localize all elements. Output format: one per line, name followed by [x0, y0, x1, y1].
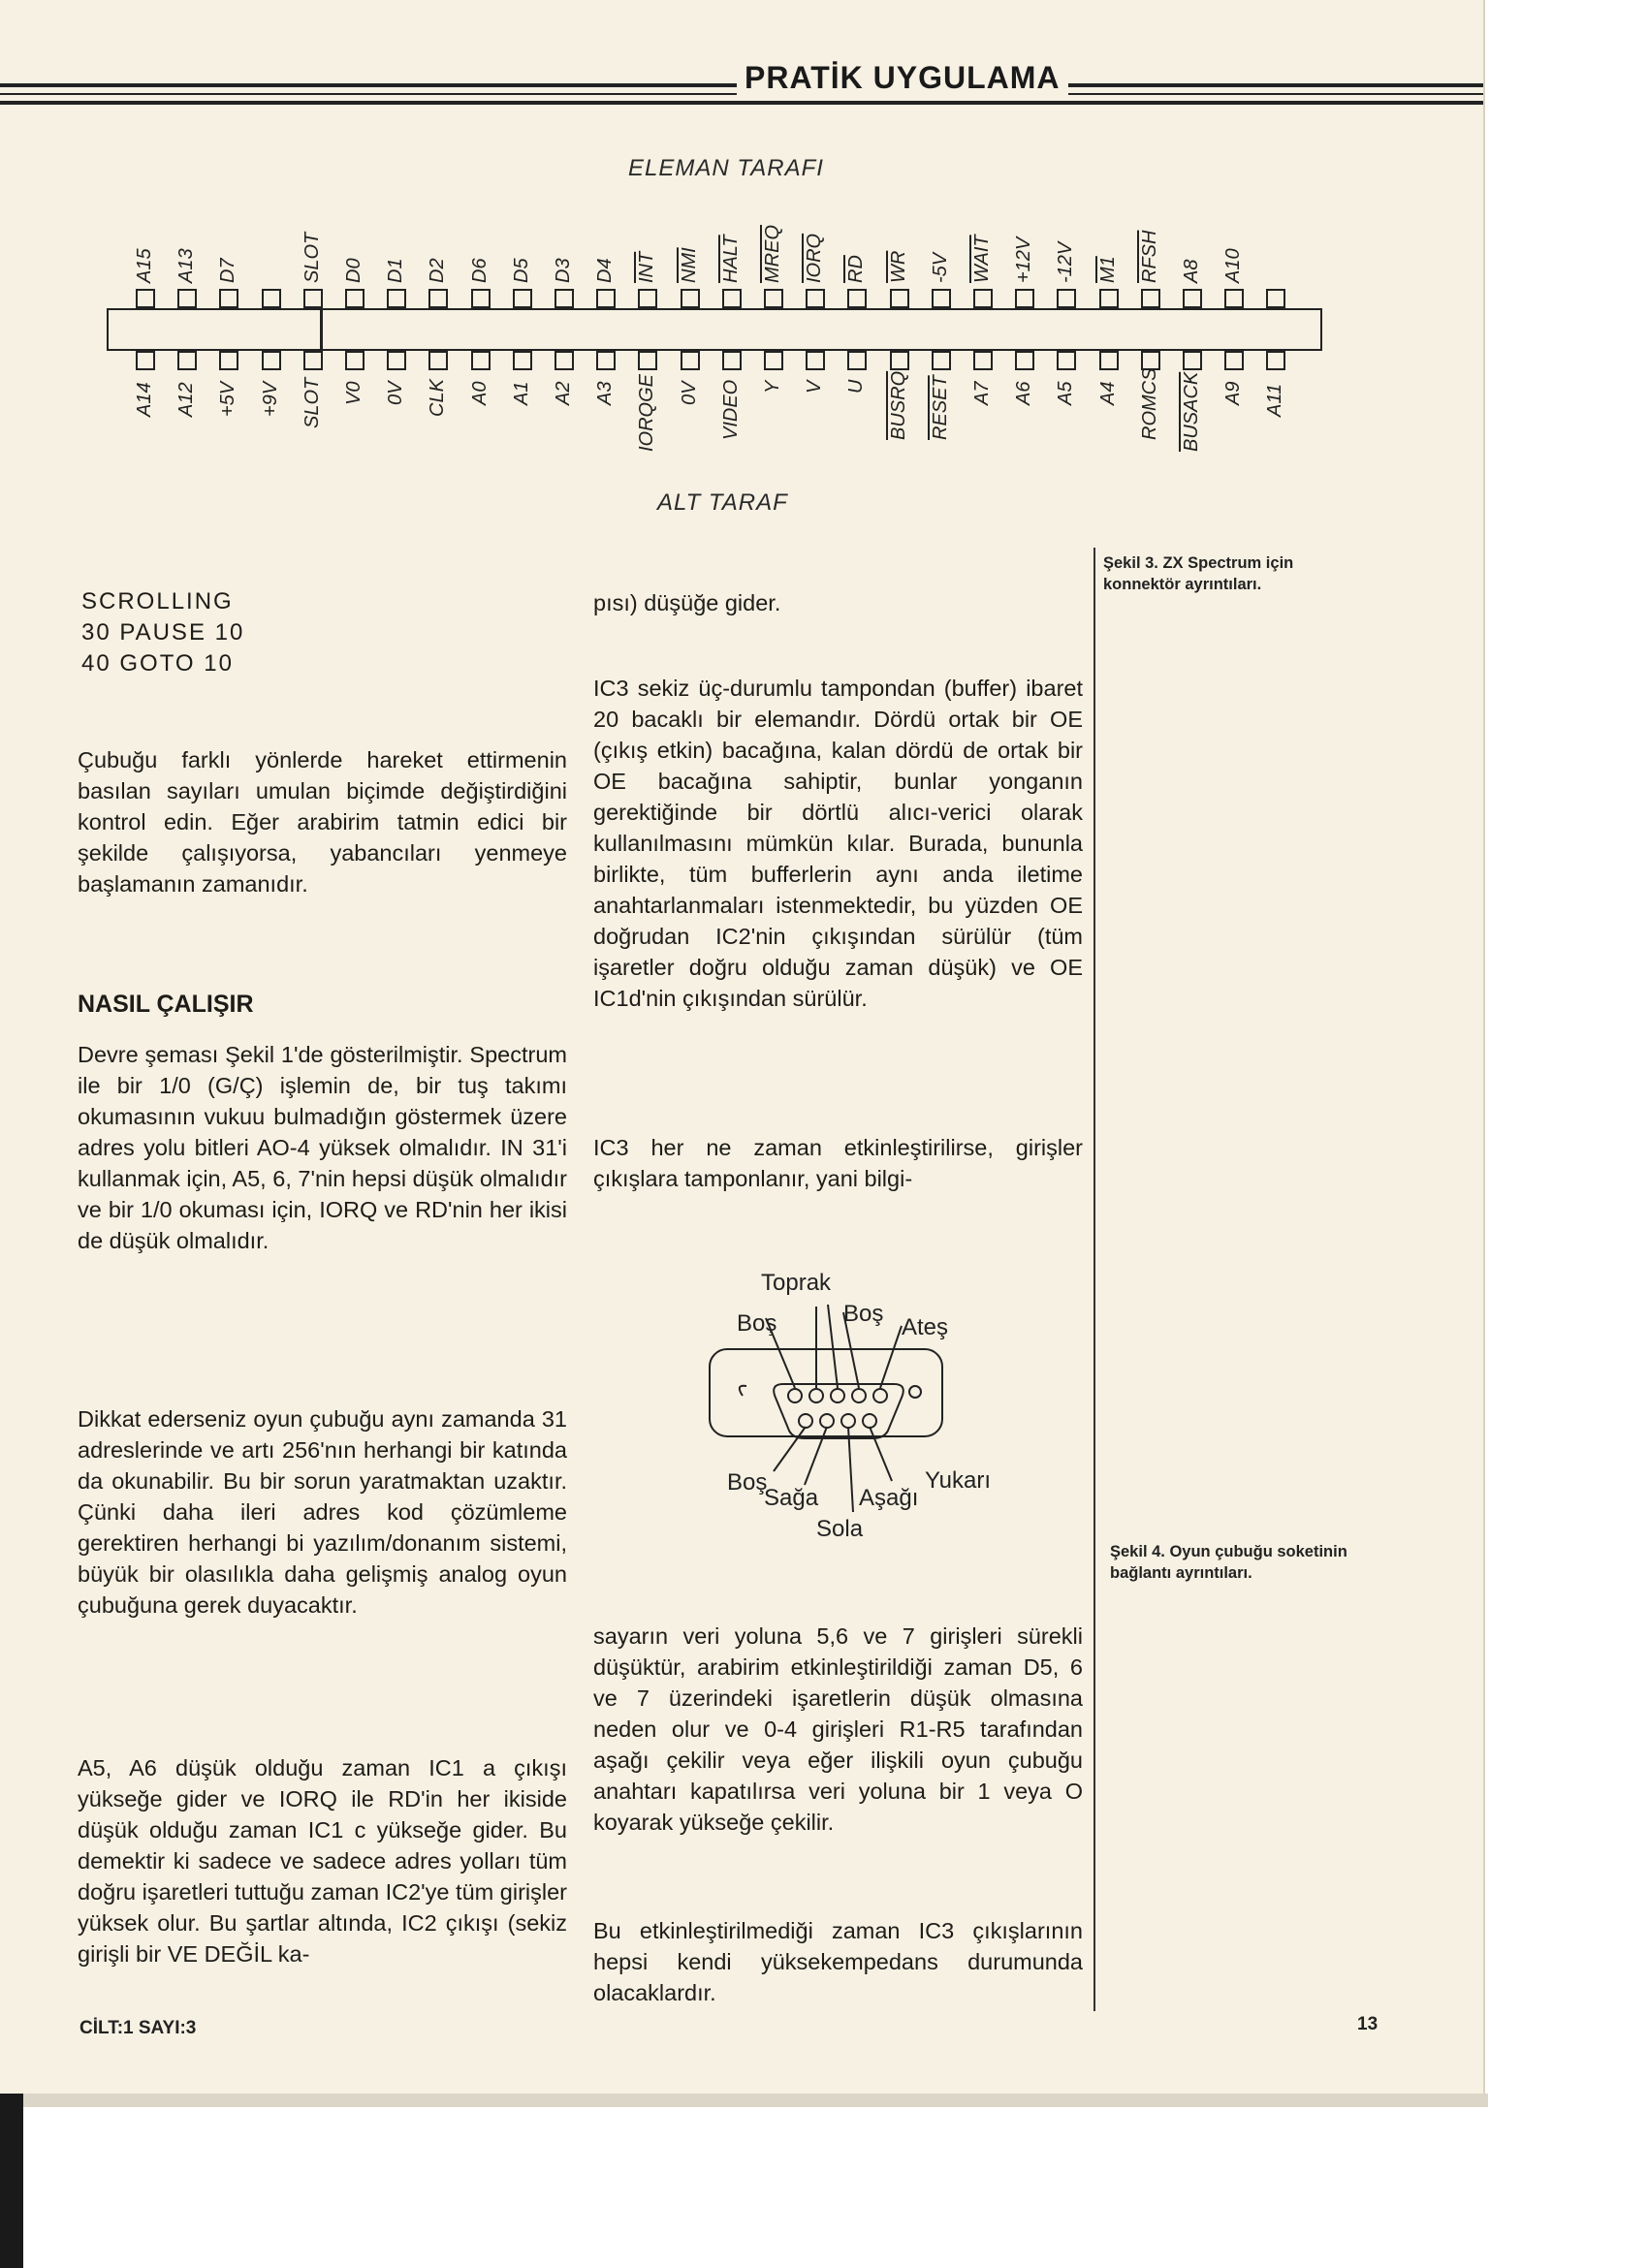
- top-contact-pad: [806, 289, 825, 308]
- top-contact-pad: [973, 289, 993, 308]
- top-contact-pad: [303, 289, 323, 308]
- top-pin-label: M1: [1096, 256, 1119, 283]
- bottom-pin-label: ROMCS: [1138, 367, 1160, 440]
- top-contact-pad: [177, 289, 197, 308]
- bottom-contact-pad: [638, 351, 657, 370]
- top-pin-label: $\overline{NMI}$: [678, 247, 700, 283]
- bottom-pin-label: BUSRQ: [887, 370, 909, 440]
- top-pin-label: +12V: [1013, 236, 1035, 283]
- bottom-contact-pad: [345, 351, 364, 370]
- bottom-pin-label: V: [804, 380, 826, 394]
- top-pin-label: A10: [1222, 248, 1245, 283]
- bottom-contact-pad: [806, 351, 825, 370]
- top-pin-label: D4: [594, 258, 617, 283]
- bottom-pin-label: U: [845, 379, 868, 394]
- bottom-pin-label: A0: [468, 381, 491, 405]
- bottom-contact-pad: [681, 351, 700, 370]
- bottom-contact-pad: [596, 351, 616, 370]
- pin-label-bos-2: Boş: [843, 1301, 884, 1327]
- pin-label-yukari: Yukarı: [925, 1467, 992, 1494]
- top-pin-label: D3: [553, 258, 574, 283]
- bottom-contact-pad: [1224, 351, 1244, 370]
- top-contact-pad: [1141, 289, 1160, 308]
- bottom-pin-label: RESET: [929, 375, 951, 440]
- bottom-contact-pad: [471, 351, 491, 370]
- top-contact-pad: [262, 289, 281, 308]
- bottom-pin-label: A14: [134, 382, 155, 417]
- top-contact-pad: [722, 289, 742, 308]
- figure3-caption: Şekil 3. ZX Spectrum için konnektör ayrıntıları.: [1103, 554, 1294, 593]
- bottom-pin-label: VIDEO: [719, 379, 742, 440]
- bottom-pin-label: A4: [1096, 381, 1119, 405]
- bottom-contact-pad: [722, 351, 742, 370]
- top-contact-pad: [1183, 289, 1202, 308]
- code-listing: [81, 586, 244, 679]
- top-pin-label: A8: [1181, 259, 1202, 283]
- code-line: 30 PAUSE 10: [81, 619, 245, 646]
- top-contact-pad: [1266, 289, 1285, 308]
- top-pin-label: D5: [510, 258, 532, 283]
- right-paragraph-5: Bu etkinleştirilmediği zaman IC3 çıkışlarının hepsi kendi yüksekempedans durumunda olacaklardır.: [593, 1918, 1083, 2005]
- top-contact-pad: [345, 289, 364, 308]
- top-contact-pad: [932, 289, 951, 308]
- top-pin-label: $\overline{INT}$: [636, 251, 658, 283]
- top-contact-pad: [136, 289, 155, 308]
- top-contact-pad: [638, 289, 657, 308]
- top-contact-pad: [890, 289, 909, 308]
- bottom-pin-label: A7: [971, 381, 993, 405]
- bottom-contact-pad: [303, 351, 323, 370]
- connector-edge: [107, 308, 1322, 351]
- top-contact-pad: [428, 289, 448, 308]
- top-contact-pad: [681, 289, 700, 308]
- bottom-contact-pad: [513, 351, 532, 370]
- bottom-pin-label: A6: [1013, 381, 1035, 405]
- top-pin-label: D2: [427, 258, 449, 283]
- pin-label-ates: Ateş: [902, 1314, 949, 1340]
- left-paragraph-3: Dikkat ederseniz oyun çubuğu aynı zamanda 31 adreslerinde ve artı 256'nın herhangi bir katında da okunabilir. Bu bir sorun yaratmaktan uzaktır. Çünki daha ileri adres kod çözümleme gerektiren herhangi bi yazılım/donanım sistemi, büyük bir olasılıkla daha gelişmiş analog oyun çubuğuna gerek duyacaktır.: [78, 1406, 567, 1618]
- page-number: 13: [1357, 2014, 1379, 2034]
- pin-label-bos-1: Boş: [737, 1310, 777, 1337]
- bottom-contact-pad: [555, 351, 574, 370]
- column-rule: [1093, 548, 1095, 2011]
- pin-label-bos-3: Boş: [727, 1469, 768, 1496]
- bottom-pin-label: 0V: [385, 381, 407, 405]
- top-contact-pad: [764, 289, 783, 308]
- bottom-pin-label: +5V: [217, 381, 239, 417]
- bottom-contact-pad: [890, 351, 909, 370]
- bottom-contact-pad: [428, 351, 448, 370]
- right-paragraph-4: sayarın veri yoluna 5,6 ve 7 girişleri sürekli düşüktür, arabirim etkinleştirildiği zaman D5, 6 ve 7 üzerindeki işaretlerin düşük olmasına neden olur ve 0-4 girişleri R1-R5 tarafından aşağı çekilir veya eğer ilişkili oyun çubuğu anahtarı kapatılırsa veri yoluna bir 1 veya O koyarak yükseğe çekilir.: [593, 1623, 1083, 1835]
- bottom-pin-label: CLK: [427, 379, 449, 417]
- top-contact-pad: [387, 289, 406, 308]
- top-pin-label: IORQ: [804, 233, 826, 283]
- pin-label-asagi: Aşağı: [859, 1485, 919, 1511]
- code-line: 40 GOTO 10: [81, 650, 234, 677]
- issue-info: CİLT:1 SAYI:3: [79, 2018, 197, 2038]
- joystick-socket-diagram: [708, 1270, 998, 1551]
- bottom-contact-pad: [177, 351, 197, 370]
- top-pin-label: MREQ: [762, 225, 783, 283]
- bottom-contact-pad: [1099, 351, 1119, 370]
- top-contact-pad: [1015, 289, 1034, 308]
- top-pin-label: D7: [217, 258, 239, 283]
- bottom-pin-label: A3: [594, 381, 617, 405]
- bottom-pin-label: Y: [762, 380, 783, 394]
- component-side-label: ELEMAN TARAFI: [628, 155, 824, 181]
- top-contact-pad: [1099, 289, 1119, 308]
- top-pin-label: -12V: [1055, 241, 1077, 283]
- bottom-contact-pad: [764, 351, 783, 370]
- bottom-contact-pad: [219, 351, 238, 370]
- section-heading: NASIL ÇALIŞIR: [78, 991, 254, 1018]
- top-pin-label: A13: [175, 248, 198, 283]
- bottom-pin-label: SLOT: [301, 377, 323, 428]
- top-pin-label: -5V: [929, 252, 951, 283]
- pin-label-toprak: Toprak: [761, 1270, 832, 1296]
- top-pin-label: SLOT: [301, 232, 323, 283]
- top-pin-label: WAIT: [971, 235, 993, 283]
- bottom-contact-pad: [1057, 351, 1076, 370]
- bottom-pin-label: 0V: [678, 381, 700, 405]
- bottom-pin-label: A12: [175, 382, 198, 417]
- bottom-pin-label: A5: [1055, 381, 1077, 405]
- bottom-contact-pad: [847, 351, 867, 370]
- section-title: PRATİK UYGULAMA: [737, 60, 1068, 96]
- bottom-pin-label: A2: [553, 381, 574, 405]
- top-pin-label: A15: [134, 248, 155, 283]
- top-contact-pad: [847, 289, 867, 308]
- binding-edge: [0, 2094, 23, 2268]
- code-line: SCROLLING: [81, 588, 234, 614]
- bottom-contact-pad: [1266, 351, 1285, 370]
- top-pin-label: HALT: [719, 235, 742, 283]
- top-contact-pad: [219, 289, 238, 308]
- top-contact-pad: [596, 289, 616, 308]
- pin-label-sola: Sola: [816, 1516, 864, 1542]
- top-pin-label: $\overline{WR}$: [887, 250, 909, 283]
- bottom-contact-pad: [1015, 351, 1034, 370]
- top-contact-pad: [1224, 289, 1244, 308]
- top-pin-label: $\overline{RD}$: [845, 255, 868, 283]
- bottom-pin-label: V0: [343, 381, 364, 405]
- bottom-side-label: ALT TARAF: [657, 489, 788, 516]
- top-pin-label: D1: [385, 258, 407, 283]
- top-pin-label: D6: [468, 258, 491, 283]
- bottom-pin-label: A11: [1264, 383, 1286, 417]
- top-pin-label: D0: [343, 258, 364, 283]
- top-contact-pad: [513, 289, 532, 308]
- bottom-pin-label: BUSACK: [1181, 371, 1202, 452]
- top-contact-pad: [1057, 289, 1076, 308]
- left-paragraph-2: Devre şeması Şekil 1'de gösterilmiştir. Spectrum ile bir 1/0 (G/Ç) işlemin de, bir tuş takımı okumasının vukuu bulmadığın göstermek üzere adres yolu bitleri AO-4 yüksek olmalıdır. IN 31'i kullanmak için, A5, 6, 7'nin hepsi düşük olmalıdır ve bir 1/0 okuması için, IORQ ve RD'nin her ikisi de düşük olmalıdır.: [78, 1042, 567, 1253]
- bottom-contact-pad: [1183, 351, 1202, 370]
- bottom-contact-pad: [136, 351, 155, 370]
- top-pin-label: RFSH: [1138, 230, 1160, 283]
- bottom-pin-label: IORQGE: [636, 373, 658, 452]
- top-contact-pad: [471, 289, 491, 308]
- figure4-caption: Şekil 4. Oyun çubuğu soketinin bağlantı ayrıntıları.: [1110, 1543, 1347, 1582]
- bottom-contact-pad: [973, 351, 993, 370]
- pin-label-saga: Sağa: [764, 1485, 819, 1511]
- connector-key-slot: [320, 308, 323, 351]
- bottom-pin-label: A9: [1222, 381, 1245, 405]
- right-paragraph-1: pısı) düşüğe gider.: [593, 590, 781, 615]
- right-paragraph-3: IC3 her ne zaman etkinleştirilirse, girişler çıkışlara tamponlanır, yani bilgi-: [593, 1135, 1083, 1191]
- bottom-pin-label: +9V: [259, 381, 281, 417]
- top-contact-pad: [555, 289, 574, 308]
- left-paragraph-4: A5, A6 düşük olduğu zaman IC1 a çıkışı yükseğe gider ve IORQ ile RD'in her ikiside düşük olduğu zaman IC1 c yükseğe gider. Bu demektir ki sadece ve sadece adres yolları tüm doğru işaretleri tuttuğu zaman IC2'ye tüm girişler yüksek olur. Bu şartlar altında, IC2 çıkışı (sekiz girişli bir VE DEĞİL ka-: [78, 1755, 567, 1967]
- bottom-contact-pad: [262, 351, 281, 370]
- bottom-contact-pad: [932, 351, 951, 370]
- bottom-contact-pad: [387, 351, 406, 370]
- left-paragraph-1: Çubuğu farklı yönlerde hareket ettirmenin basılan sayıları umulan biçimde değiştirdiğini kontrol edin. Eğer arabirim tatmin edici bir şekilde çalışıyorsa, yabancıları yenmeye başlamanın zamanıdır.: [78, 747, 567, 897]
- page-edge-shadow: [0, 2094, 1488, 2107]
- bottom-pin-label: A1: [510, 381, 532, 405]
- right-paragraph-2: IC3 sekiz üç-durumlu tampondan (buffer) ibaret 20 bacaklı bir elemandır. Dördü ortak bir OE (çıkış etkin) bacağına, kalan dördü de ortak bir OE bacağına sahiptir, bunlar yonganın gerektiğinde bir dörtlü alıcı-verici olarak kullanılmasını mümkün kılar. Burada, bununla birlikte, tüm bufferlerin aynı anda iletime anahtarlanmaları istenmektedir, bu yüzden OE doğrudan IC2'nin çıkışından sürülür (tüm işaretler doğru olduğu zaman düşük) ve OE IC1d'nin çıkışından sürülür.: [593, 676, 1083, 1011]
